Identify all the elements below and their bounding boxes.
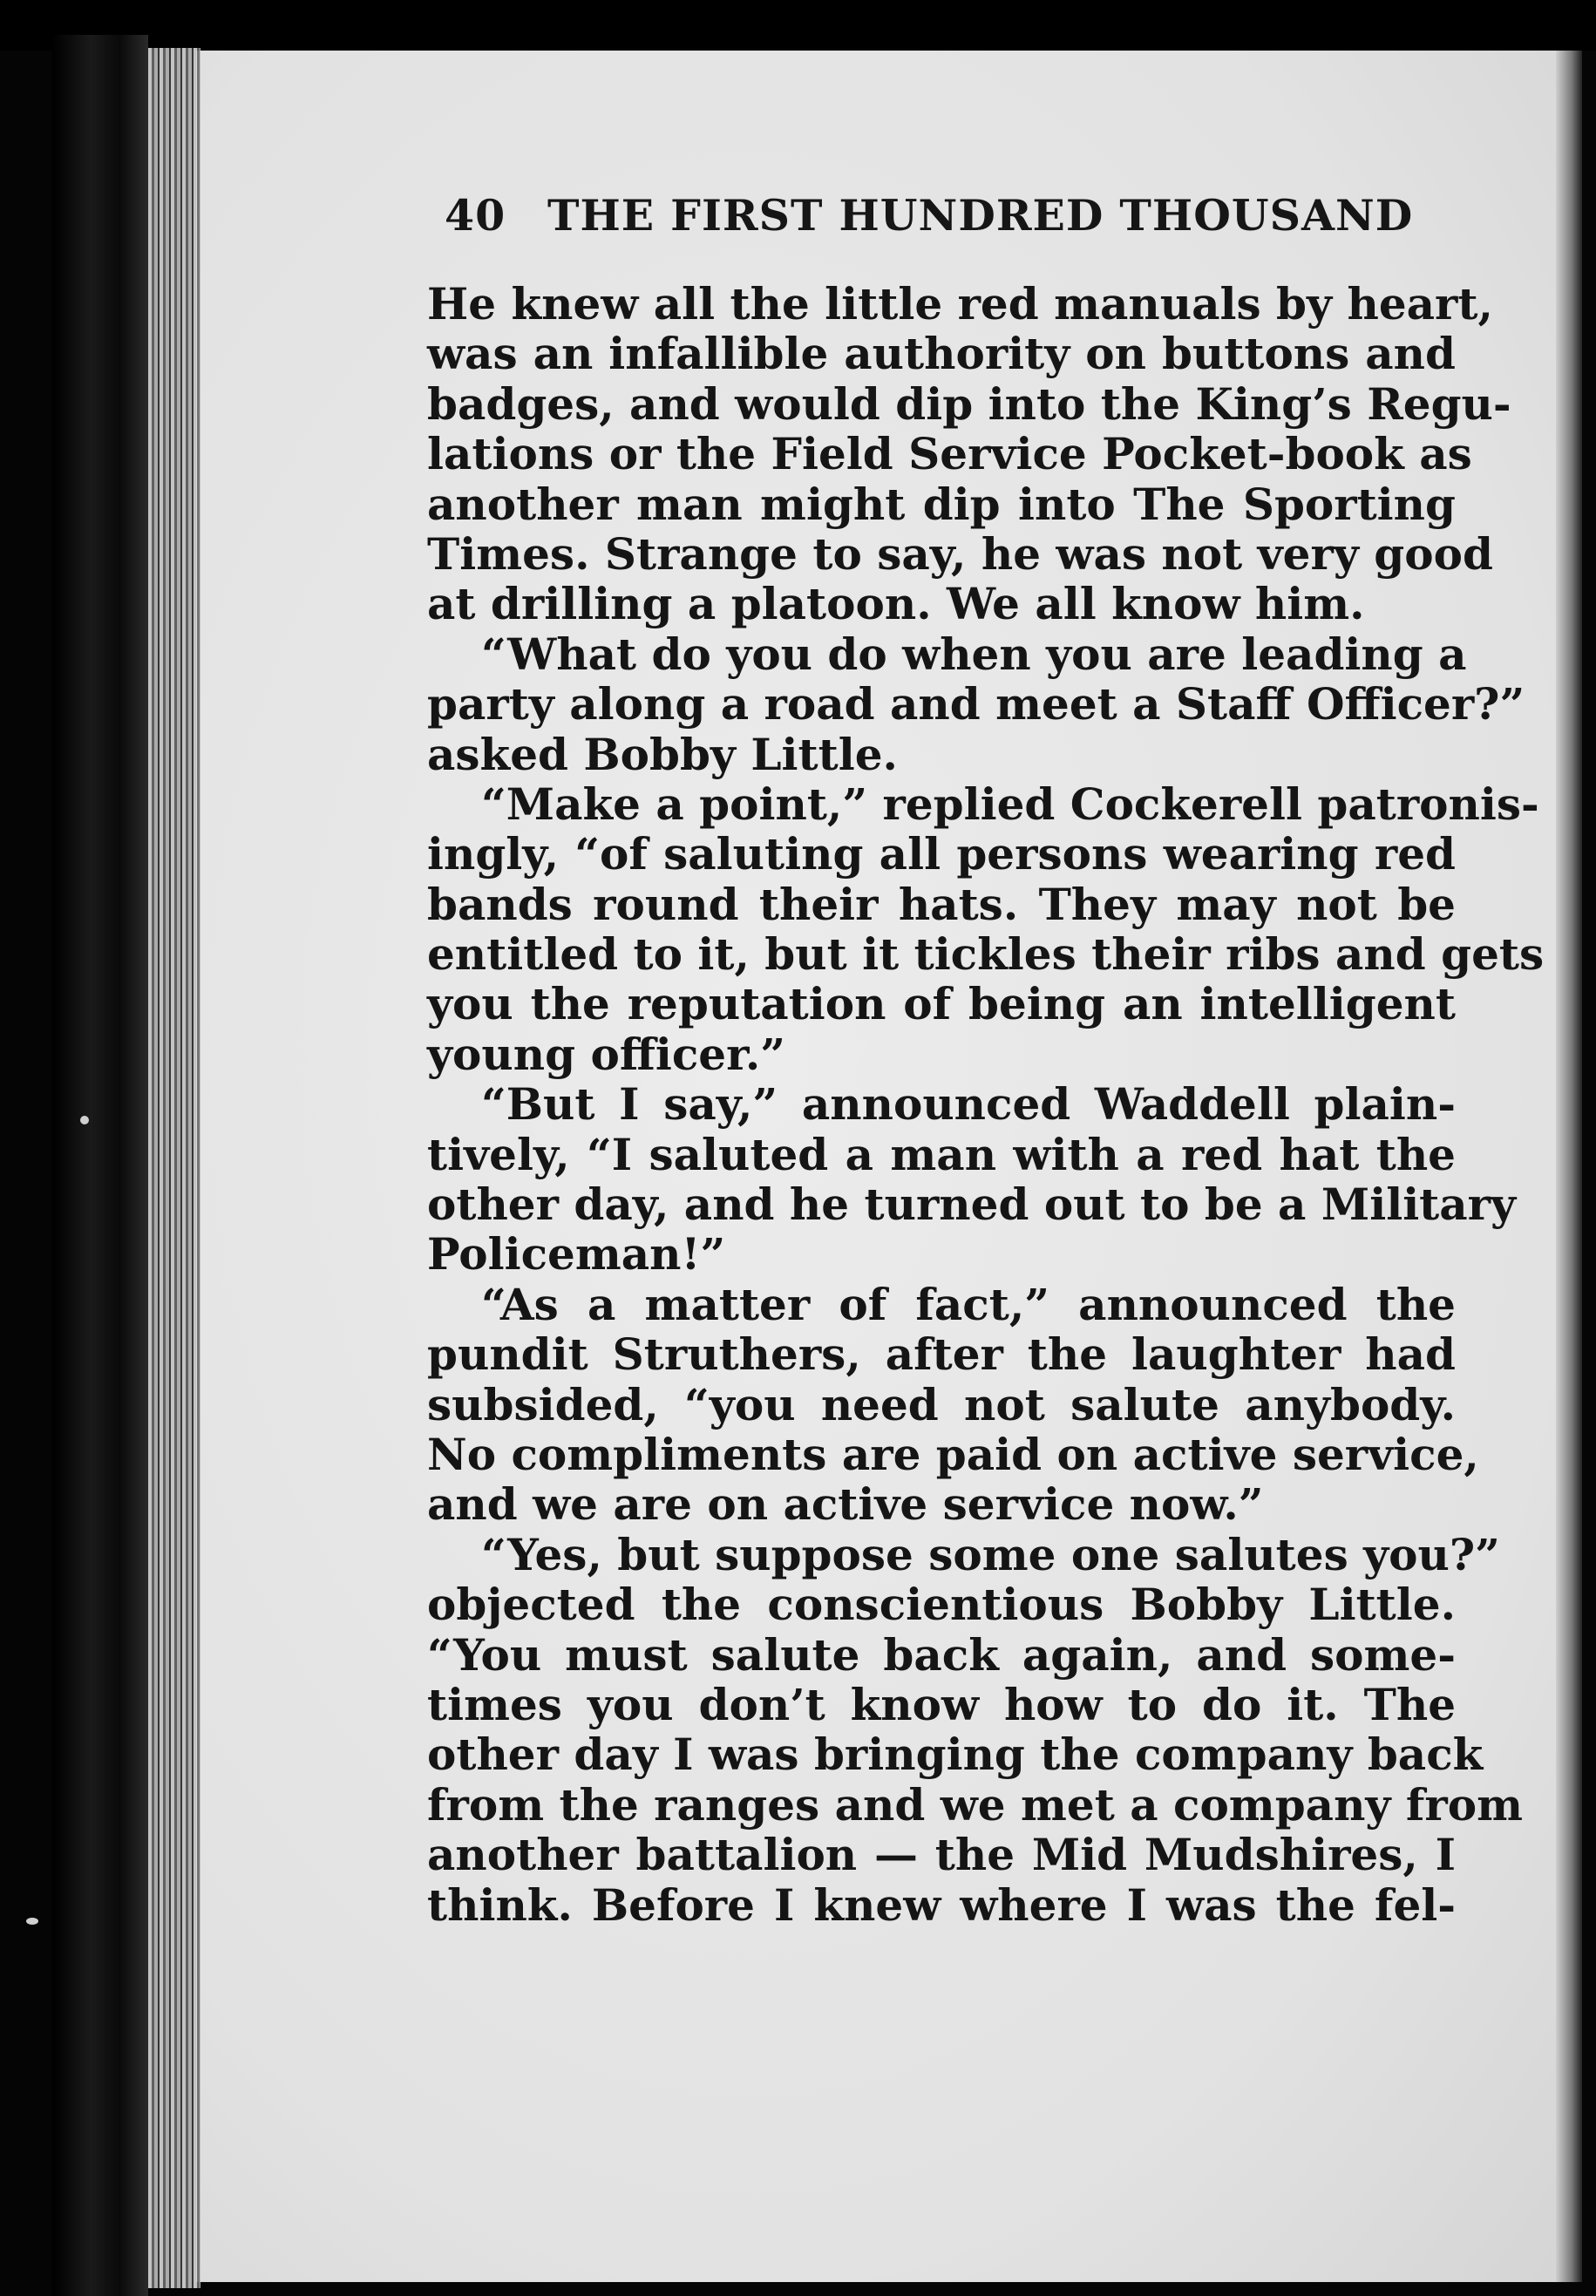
- text-line: ingly, “of saluting all persons wearing red: [427, 828, 1456, 880]
- text-line: subsided, “you need not salute anybody.: [427, 1378, 1456, 1430]
- text-line: No compliments are paid on active service,: [427, 1428, 1479, 1480]
- page-stack-edge: [148, 48, 200, 2288]
- text-line: other day, and he turned out to be a Military: [427, 1179, 1517, 1231]
- running-title: THE FIRST HUNDRED THOUSAND: [547, 190, 1414, 241]
- page-right-edge: [1556, 51, 1582, 2282]
- text-line: “But I say,” announced Waddell plain-: [481, 1078, 1456, 1131]
- text-line: times you don’t know how to do it. The: [427, 1678, 1456, 1730]
- text-line: lations or the Field Service Pocket-book as: [427, 428, 1472, 480]
- text-line: He knew all the little red manuals by heart,: [427, 278, 1493, 329]
- text-line: “Yes, but suppose some one salutes you?”: [481, 1528, 1500, 1580]
- text-line: entitled to it, but it tickles their ribs and gets: [427, 928, 1545, 981]
- running-header: [445, 190, 1414, 251]
- scan-speck: [26, 1918, 38, 1925]
- text-line: another battalion — the Mid Mudshires, I: [427, 1829, 1456, 1881]
- text-line: objected the conscientious Bobby Little.: [427, 1579, 1456, 1631]
- page-number: 40: [445, 190, 506, 241]
- text-line: you the reputation of being an intelligent: [427, 978, 1456, 1030]
- body-text: [427, 278, 1545, 1931]
- text-line: pundit Struthers, after the laughter had: [427, 1328, 1456, 1381]
- text-line: young officer.”: [427, 1028, 786, 1080]
- text-line: other day I was bringing the company back: [427, 1729, 1484, 1781]
- text-line: and we are on active service now.”: [427, 1478, 1264, 1531]
- text-line: Times. Strange to say, he was not very good: [427, 527, 1493, 580]
- text-line: Policeman!”: [427, 1228, 726, 1280]
- text-line: “What do you do when you are leading a: [481, 628, 1467, 680]
- scan-border-top: [0, 0, 1596, 51]
- text-line: was an infallible authority on buttons and: [427, 328, 1456, 380]
- text-line: “You must salute back again, and some-: [427, 1628, 1456, 1681]
- text-line: from the ranges and we met a company from: [427, 1778, 1523, 1831]
- text-line: asked Bobby Little.: [427, 728, 898, 780]
- binding-shadow: [52, 35, 148, 2296]
- text-line: badges, and would dip into the King’s Regu-: [427, 377, 1511, 430]
- text-line: party along a road and meet a Staff Officer?”: [427, 678, 1525, 730]
- text-line: think. Before I knew where I was the fel-: [427, 1878, 1456, 1931]
- text-line: at drilling a platoon. We all know him.: [427, 578, 1365, 630]
- text-line: another man might dip into The Sporting: [427, 478, 1456, 530]
- text-line: tively, “I saluted a man with a red hat the: [427, 1128, 1456, 1180]
- scan-speck: [80, 1116, 89, 1124]
- text-line: bands round their hats. They may not be: [427, 878, 1456, 930]
- text-line: “Make a point,” replied Cockerell patronis-: [481, 778, 1539, 830]
- text-line: “As a matter of fact,” announced the: [481, 1278, 1456, 1330]
